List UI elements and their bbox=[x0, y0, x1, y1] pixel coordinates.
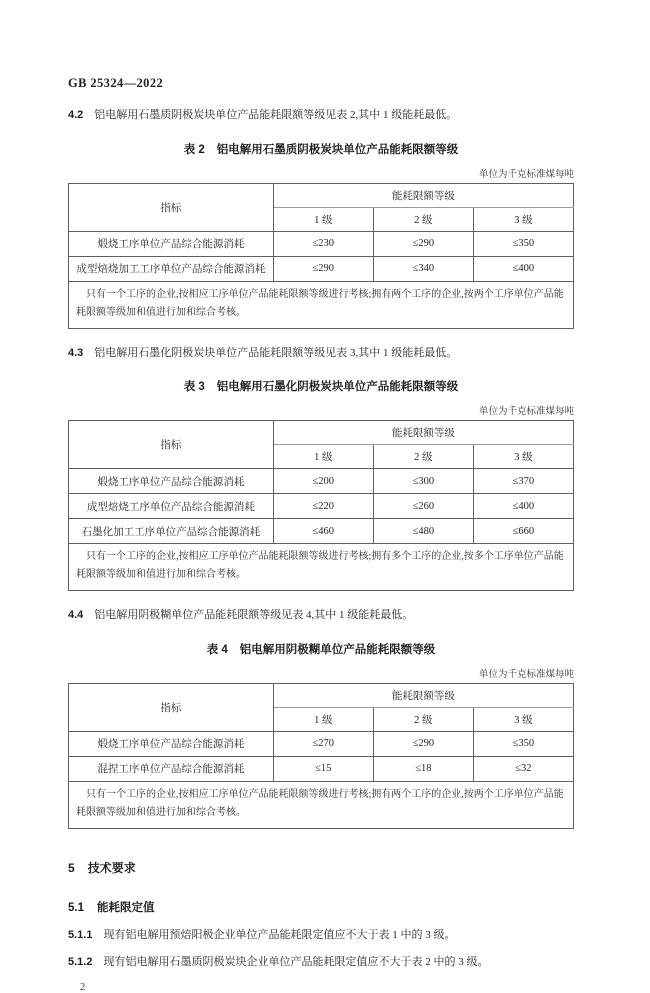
table-caption-label: 表 3 bbox=[183, 381, 205, 393]
table-header-row bbox=[69, 421, 574, 445]
table-row bbox=[69, 231, 574, 256]
row-value: ≤15 bbox=[273, 756, 373, 781]
clause-text: 现有铝电解用石墨质阴极炭块企业单位产品能耗限定值应不大于表 2 中的 3 级。 bbox=[103, 956, 489, 968]
unit-note: 单位为千克标准煤每吨 bbox=[478, 169, 574, 180]
clause-text: 铝电解用石墨化阴极炭块单位产品能耗限额等级见表 3,其中 1 级能耗最低。 bbox=[94, 346, 458, 359]
header-level-1: 1 级 bbox=[273, 207, 373, 231]
clause-text: 铝电解用石墨质阴极炭块单位产品能耗限额等级见表 2,其中 1 级能耗最低。 bbox=[94, 109, 458, 121]
row-value: ≤400 bbox=[473, 494, 573, 519]
header-level-1: 1 级 bbox=[273, 707, 373, 731]
section-number: 5 bbox=[68, 860, 75, 875]
row-value: ≤270 bbox=[273, 731, 373, 756]
header-indicator: 指标 bbox=[69, 421, 274, 469]
page-content bbox=[68, 0, 574, 993]
clause-4-4 bbox=[68, 607, 574, 624]
table-note-row bbox=[69, 544, 574, 591]
row-value: ≤370 bbox=[473, 469, 573, 494]
row-value: ≤660 bbox=[473, 519, 573, 544]
row-value: ≤350 bbox=[473, 231, 573, 256]
row-value: ≤220 bbox=[273, 494, 373, 519]
header-level-3: 3 级 bbox=[473, 207, 573, 231]
row-value: ≤460 bbox=[273, 519, 373, 544]
table-4-block bbox=[68, 641, 574, 829]
table-row bbox=[69, 494, 574, 519]
clause-number: 5.1.1 bbox=[68, 928, 93, 941]
section-title: 能耗限定值 bbox=[97, 901, 155, 914]
table-caption-label: 表 4 bbox=[206, 643, 228, 656]
table-3-block bbox=[68, 378, 574, 591]
table-row bbox=[69, 519, 574, 544]
table-4-caption bbox=[68, 641, 574, 657]
table-note-row bbox=[69, 781, 574, 828]
clause-5-1-2 bbox=[68, 954, 574, 971]
row-value: ≤340 bbox=[373, 256, 473, 281]
header-level-2: 2 级 bbox=[373, 207, 473, 231]
row-value: ≤32 bbox=[473, 756, 573, 781]
row-value: ≤18 bbox=[373, 756, 473, 781]
page-number: 2 bbox=[80, 981, 86, 993]
row-value: ≤260 bbox=[373, 494, 473, 519]
row-value: ≤290 bbox=[273, 256, 373, 281]
clause-5-1-1 bbox=[68, 927, 574, 944]
table-caption-label: 表 2 bbox=[183, 143, 205, 156]
table-header-row bbox=[69, 183, 574, 207]
unit-note: 单位为千克标准煤每吨 bbox=[478, 407, 574, 417]
clause-number: 4.4 bbox=[68, 609, 84, 621]
row-label: 成型焙烧加工工序单位产品综合能源消耗 bbox=[69, 256, 274, 281]
clause-number: 4.2 bbox=[68, 109, 84, 121]
row-label: 煅烧工序单位产品综合能源消耗 bbox=[69, 469, 274, 494]
row-value: ≤290 bbox=[373, 731, 473, 756]
table-caption-title: 铝电解用石墨化阴极炭块单位产品能耗限额等级 bbox=[216, 381, 459, 393]
header-level-3: 3 级 bbox=[473, 445, 573, 469]
row-label: 混捏工序单位产品综合能源消耗 bbox=[69, 756, 274, 781]
section-number: 5.1 bbox=[68, 901, 84, 914]
row-value: ≤350 bbox=[473, 731, 573, 756]
header-group: 能耗限额等级 bbox=[273, 421, 573, 445]
table-caption-title: 铝电解用阴极糊单位产品能耗限额等级 bbox=[239, 643, 436, 656]
row-label: 成型焙烧工序单位产品综合能源消耗 bbox=[69, 494, 274, 519]
table-row bbox=[69, 731, 574, 756]
header-level-1: 1 级 bbox=[273, 445, 373, 469]
energy-limit-table-3 bbox=[68, 420, 574, 591]
header-group: 能耗限额等级 bbox=[273, 183, 573, 207]
clause-number: 5.1.2 bbox=[68, 956, 93, 968]
row-label: 煅烧工序单位产品综合能源消耗 bbox=[69, 731, 274, 756]
section-5-heading bbox=[68, 859, 574, 876]
header-level-2: 2 级 bbox=[373, 707, 473, 731]
table-row bbox=[69, 469, 574, 494]
row-label: 石墨化加工工序单位产品综合能源消耗 bbox=[69, 519, 274, 544]
row-value: ≤400 bbox=[473, 256, 573, 281]
clause-4-2 bbox=[68, 107, 574, 124]
table-caption-title: 铝电解用石墨质阴极炭块单位产品能耗限额等级 bbox=[216, 143, 459, 156]
section-title: 技术要求 bbox=[87, 860, 136, 875]
section-5-1-heading bbox=[68, 899, 574, 915]
clause-number: 4.3 bbox=[68, 346, 84, 359]
table-note: 只有一个工序的企业,按相应工序单位产品能耗限额等级进行考核;拥有两个工序的企业,按两个工序单位产品能耗限额等级加和值进行加和综合考核。 bbox=[69, 781, 574, 828]
table-note: 只有一个工序的企业,按相应工序单位产品能耗限额等级进行考核;拥有多个工序的企业,按多个工序单位产品能耗限额等级加和值进行加和综合考核。 bbox=[69, 544, 574, 591]
row-value: ≤230 bbox=[273, 231, 373, 256]
table-header-row bbox=[69, 683, 574, 707]
header-indicator: 指标 bbox=[69, 183, 274, 231]
clause-text: 现有铝电解用预焙阳极企业单位产品能耗限定值应不大于表 1 中的 3 级。 bbox=[103, 928, 456, 941]
header-group: 能耗限额等级 bbox=[273, 683, 573, 707]
energy-limit-table-2 bbox=[68, 183, 574, 329]
table-2-caption bbox=[68, 141, 574, 157]
row-value: ≤200 bbox=[273, 469, 373, 494]
table-row bbox=[69, 756, 574, 781]
row-label: 煅烧工序单位产品综合能源消耗 bbox=[69, 231, 274, 256]
table-note: 只有一个工序的企业,按相应工序单位产品能耗限额等级进行考核;拥有两个工序的企业,按两个工序单位产品能耗限额等级加和值进行加和综合考核。 bbox=[69, 281, 574, 328]
row-value: ≤290 bbox=[373, 231, 473, 256]
standard-number: GB 25324—2022 bbox=[68, 76, 164, 90]
clause-4-3 bbox=[68, 345, 574, 362]
header-level-2: 2 级 bbox=[373, 445, 473, 469]
unit-note: 单位为千克标准煤每吨 bbox=[478, 669, 574, 680]
table-2-block bbox=[68, 141, 574, 329]
header-indicator: 指标 bbox=[69, 683, 274, 731]
energy-limit-table-4 bbox=[68, 683, 574, 829]
clause-text: 铝电解用阴极糊单位产品能耗限额等级见表 4,其中 1 级能耗最低。 bbox=[94, 609, 414, 621]
row-value: ≤300 bbox=[373, 469, 473, 494]
table-row bbox=[69, 256, 574, 281]
table-3-caption bbox=[68, 378, 574, 394]
table-note-row bbox=[69, 281, 574, 328]
header-level-3: 3 级 bbox=[473, 707, 573, 731]
row-value: ≤480 bbox=[373, 519, 473, 544]
